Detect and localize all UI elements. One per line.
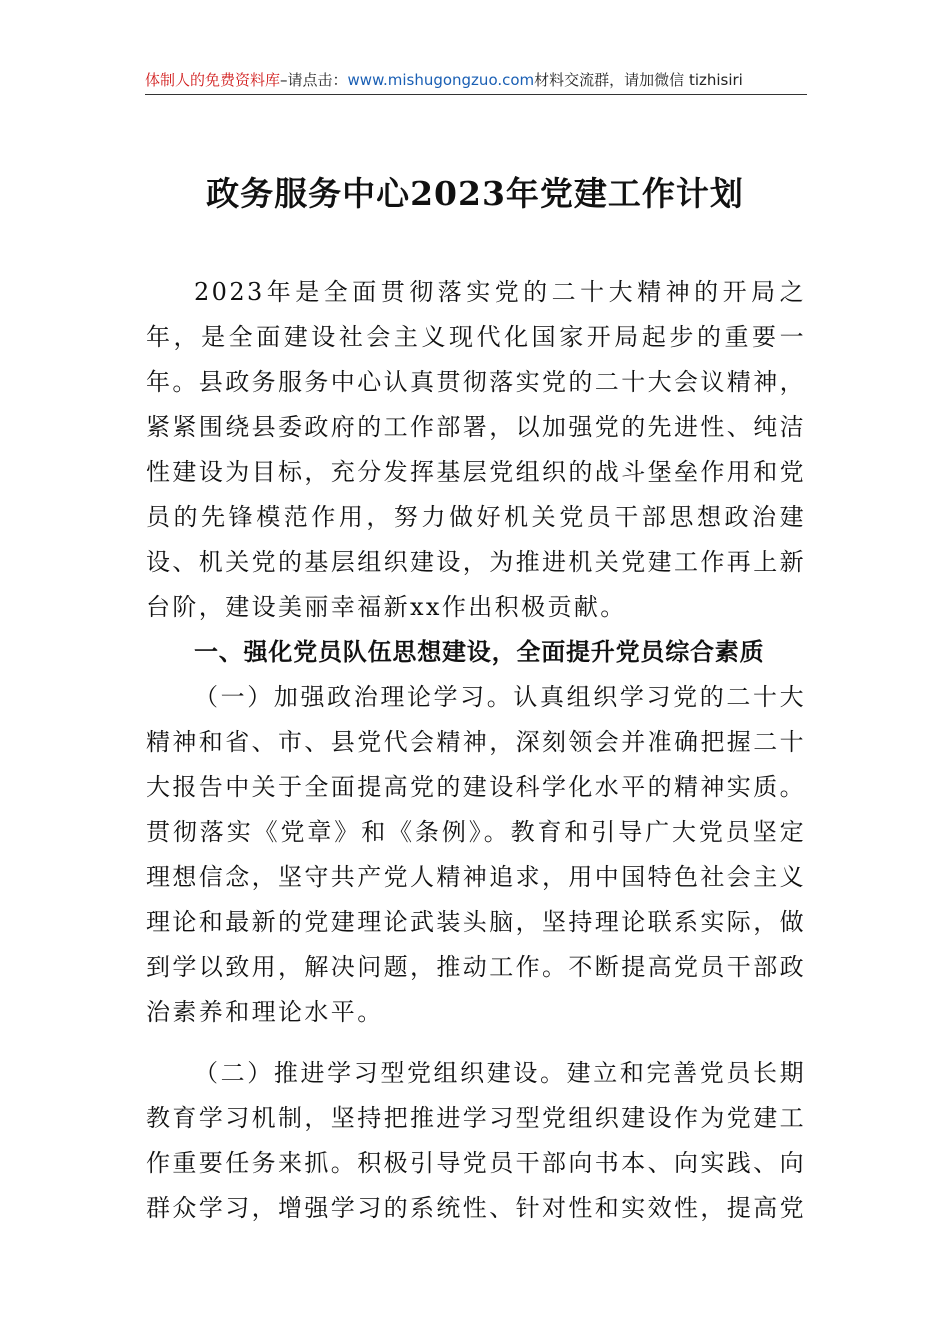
header-site-name: 体制人的免费资料库 <box>145 71 281 89</box>
header-url-link[interactable]: www.mishugongzuo.com <box>347 71 535 89</box>
page-header <box>145 70 807 90</box>
item-2-paragraph: （二）推进学习型党组织建设。建立和完善党员长期教育学习机制，坚持把推进学习型党组织建设作为党建工作重要任务来抓。积极引导党员干部向书本、向实践、向群众学习，增强学习的系统性、针对性和实效性，提高党 <box>146 1059 806 1222</box>
section-1-heading: 一、强化党员队伍思想建设，全面提升党员综合素质 <box>194 638 765 666</box>
intro-paragraph: 2023年是全面贯彻落实党的二十大精神的开局之年，是全面建设社会主义现代化国家开局起步的重要一年。县政务服务中心认真贯彻落实党的二十大会议精神，紧紧围绕县委政府的工作部署，以加强党的先进性、纯洁性建设为目标，充分发挥基层党组织的战斗堡垒作用和党员的先锋模范作用，努力做好机关党员干部思想政治建设、机关党的基层组织建设，为推进机关党建工作再上新台阶，建设美丽幸福新xx作出积极贡献。 <box>146 278 806 621</box>
header-contact: 材料交流群，请加微信 tizhisiri <box>534 71 743 89</box>
item-1-paragraph: （一）加强政治理论学习。认真组织学习党的二十大精神和省、市、县党代会精神，深刻领会并准确把握二十大报告中关于全面提高党的建设科学化水平的精神实质。贯彻落实《党章》和《条例》。教育和引导广大党员坚定理想信念，坚守共产党人精神追求，用中国特色社会主义理论和最新的党建理论武装头脑，坚持理论联系实际，做到学以致用，解决问题，推动工作。不断提高党员干部政治素养和理论水平。 <box>146 683 806 1026</box>
document-title: 政务服务中心2023年党建工作计划 <box>206 174 744 213</box>
header-divider <box>145 94 807 95</box>
document-body <box>146 270 806 1231</box>
header-prompt: –请点击： <box>280 71 348 89</box>
